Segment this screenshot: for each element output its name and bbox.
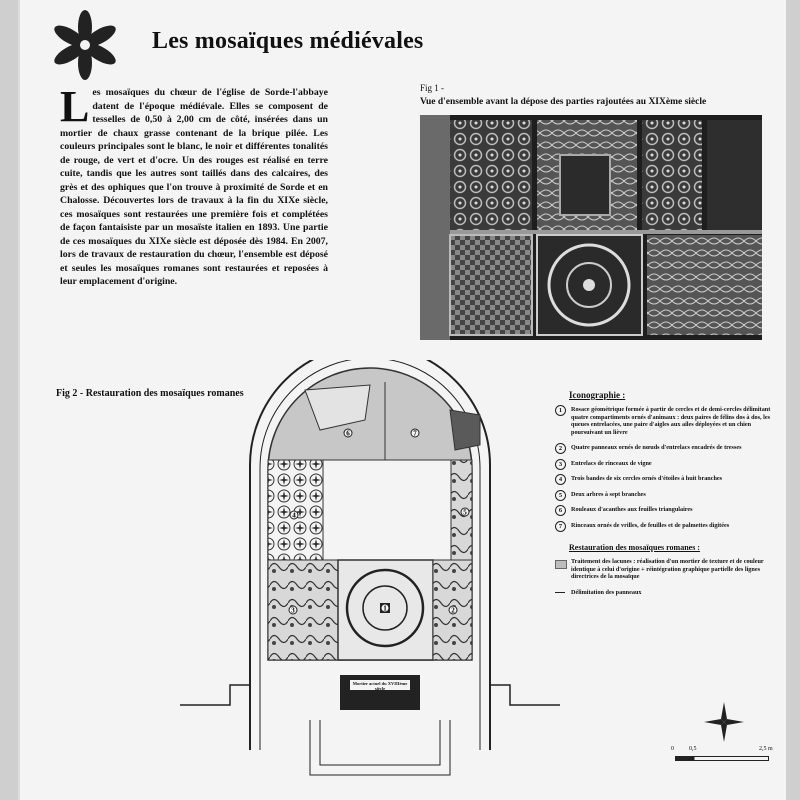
scale-line	[675, 756, 769, 761]
legend-text: Rouleaux d'acanthes aux feuilles triangulaires	[571, 506, 693, 513]
legend-number: 7	[555, 521, 566, 532]
legend-item	[555, 491, 780, 499]
fig2-number: Fig 2 -	[56, 388, 86, 399]
page-title: Les mosaïques médiévales	[152, 28, 424, 54]
compass-rose-icon	[702, 700, 746, 744]
legend-item	[555, 406, 780, 436]
scale-mid: 0,5	[689, 746, 697, 752]
legend-number: 2	[555, 443, 566, 454]
legend-number: 5	[555, 490, 566, 501]
drop-cap: L	[60, 82, 90, 131]
legend-text: Rinceaux ornés de vrilles, de feuilles et de palmettes digitées	[571, 521, 730, 529]
scale-zero: 0	[671, 746, 674, 752]
legend-title: Iconographie :	[569, 390, 626, 400]
scale-end: 2,5 m	[759, 746, 773, 752]
legend-item	[555, 460, 780, 468]
restoration-text: Traitement des lacunes : réalisation d'un mortier de texture et de couleur identique à celui d'origine + réintégration graphique partielle des lignes directrices de la mosaïque	[571, 558, 764, 580]
restoration-item	[555, 558, 780, 581]
legend-item	[555, 506, 780, 514]
intro-paragraph	[60, 82, 328, 289]
legend-number: 6	[555, 505, 566, 516]
flower-star-icon	[50, 10, 120, 80]
legend-text: Entrelacs de rinceaux de vigne	[571, 459, 652, 467]
svg-text:3: 3	[291, 606, 295, 615]
legend	[555, 390, 780, 604]
legend-item	[555, 522, 780, 530]
svg-text:5: 5	[463, 508, 467, 517]
mortar-box-label: Mortier actuel du XVIIIème siècle	[352, 681, 408, 691]
delimitation-text: Délimitation des panneaux	[571, 588, 642, 596]
legend-text: Rosace géométrique formée à partir de cercles et de demi-cercles délimitant quatre compartiments ornés d'animaux : deux paires de félins dos à dos, les queues entrelacées, une paire d'aigles aux ailes déployées et un chien poursuivant un lièvre	[571, 406, 771, 436]
legend-item	[555, 475, 780, 483]
fig2-caption: Restauration des mosaïques romanes	[85, 388, 244, 399]
mosaic-photo	[420, 115, 762, 340]
legend-item	[555, 444, 780, 452]
fig1-label: Fig 1 -	[420, 83, 445, 93]
svg-text:4: 4	[292, 511, 296, 520]
svg-text:1: 1	[383, 604, 387, 613]
fig1-caption: Vue d'ensemble avant la dépose des parties rajoutées au XIXème siècle	[420, 97, 707, 107]
restored-swatch	[555, 560, 567, 569]
intro-text: es mosaïques du chœur de l'église de Sorde-l'abbaye datent de l'époque médiévale. Elles se composent de tesselles de 0,50 à 2,00 cm de côté, insérées dans un mortier de chaux grasse contenant de la brique pilée. Les couleurs principales sont le blanc, le noir et différentes tonalités de rouge, de vert et d'ocre. Un des rouges est réalisé en terre cuite, tandis que les autres sont taillés dans des calcaires, des grès et des ophiques que l'on trouve à proximité de Sorde et en Chalosse. Découvertes lors de travaux à la fin du XIXe siècle, ces mosaïques sont restaurées une première fois et complétées de façon fantaisiste par un mosaïste italien en 1893. Une partie de ces mosaïques du XIXe siècle est déposée dès 1984. En 2007, lors de travaux de restauration du chœur, l'ensemble est déposé et seules les mosaïques romanes sont restaurées et reposées à leur emplacement d'origine.	[60, 87, 328, 287]
legend-number: 4	[555, 474, 566, 485]
info-panel	[18, 0, 786, 800]
svg-text:7: 7	[413, 429, 417, 438]
scale-bar	[671, 740, 785, 764]
legend-number: 3	[555, 459, 566, 470]
apse-plan-drawing	[180, 360, 560, 780]
svg-text:2: 2	[451, 606, 455, 615]
legend-text: Trois bandes de six cercles ornés d'étoiles à huit branches	[571, 475, 723, 482]
legend-text: Deux arbres à sept branches	[571, 490, 646, 498]
svg-text:6: 6	[346, 429, 350, 438]
restoration-title: Restauration des mosaïques romanes :	[569, 543, 700, 552]
delimitation-line-key	[555, 592, 565, 593]
delimitation-item	[555, 589, 780, 597]
legend-number: 1	[555, 405, 566, 416]
legend-text: Quatre panneaux ornés de nœuds d'entrelacs encadrés de tresses	[571, 444, 742, 451]
